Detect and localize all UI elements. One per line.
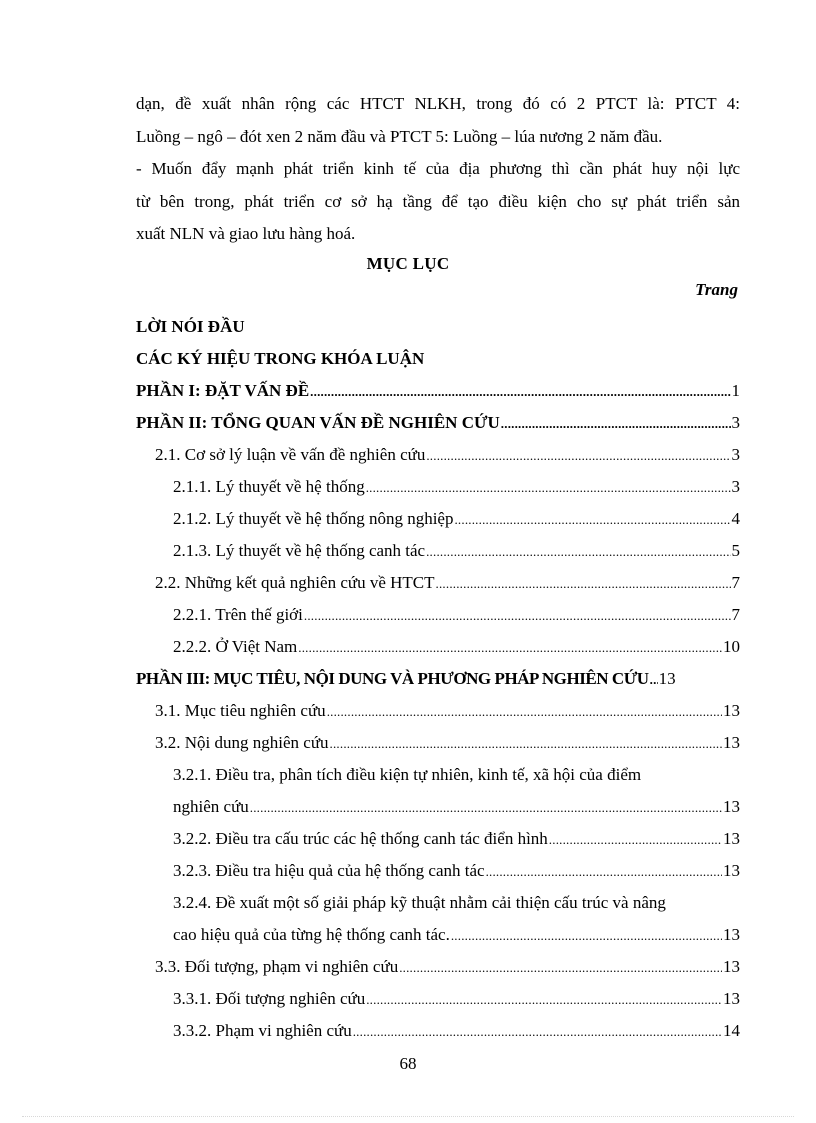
toc-leader xyxy=(310,384,730,400)
toc-entry-page: 13 xyxy=(723,957,740,976)
toc-leader xyxy=(327,704,722,720)
toc-entry-page: 13 xyxy=(723,989,740,1008)
toc-entry-text: nghiên cứu xyxy=(173,797,249,816)
toc-leader xyxy=(451,928,722,944)
intro-line: - Muốn đẩy mạnh phát triển kinh tế của địa phương thì cần phát huy nội lực xyxy=(136,159,740,178)
toc-entry-text: 2.2.2. Ở Việt Nam xyxy=(173,637,298,656)
toc-page-header: Trang xyxy=(695,280,738,299)
page-bottom-divider xyxy=(22,1116,794,1117)
toc-title: MỤC LỤC xyxy=(366,254,450,273)
toc-entry-page: 3 xyxy=(731,445,740,464)
toc-entry-text: 3.2.1. Điều tra, phân tích điều kiện tự nhiên, kinh tế, xã hội của điểm xyxy=(173,765,642,784)
page-number: 68 xyxy=(399,1054,417,1073)
toc-entry-page: 3 xyxy=(731,413,740,432)
intro-line: từ bên trong, phát triển cơ sở hạ tầng để tạo điều kiện cho sự phát triển sản xyxy=(136,191,740,211)
toc-entry-text: PHẦN III: MỤC TIÊU, NỘI DUNG VÀ PHƯƠNG PHÁP NGHIÊN CỨU xyxy=(136,669,649,688)
toc-entry[interactable] xyxy=(173,925,740,945)
toc-entry[interactable] xyxy=(173,861,740,881)
toc-entry-text: 3.2.4. Đề xuất một số giải pháp kỹ thuật nhằm cải thiện cấu trúc và nâng xyxy=(173,893,666,912)
toc-leader xyxy=(399,960,722,976)
toc-entry-page: 7 xyxy=(731,605,740,624)
toc-entry-text: 3.3.1. Đối tượng nghiên cứu xyxy=(173,989,366,1008)
toc-leader xyxy=(549,832,722,848)
toc-entry-wrapped xyxy=(173,765,740,785)
toc-entry-text: 2.1.3. Lý thuyết về hệ thống canh tác xyxy=(173,541,426,560)
toc-entry-page: 10 xyxy=(723,637,740,656)
toc-entry-page: 5 xyxy=(731,541,740,560)
toc-leader xyxy=(650,672,658,688)
toc-entry[interactable] xyxy=(155,957,740,977)
toc-leader xyxy=(366,992,722,1008)
toc-entry-text: LỜI NÓI ĐẦU xyxy=(136,317,245,336)
toc-leader xyxy=(426,544,730,560)
toc-leader xyxy=(330,736,722,752)
toc-entry-page: 13 xyxy=(723,829,740,848)
toc-entry-text: 2.1. Cơ sở lý luận về vấn đề nghiên cứu xyxy=(155,445,426,464)
toc-entry[interactable] xyxy=(173,829,740,849)
toc-entry-page: 13 xyxy=(723,861,740,880)
toc-leader xyxy=(436,576,731,592)
toc-entry-page: 1 xyxy=(731,381,740,400)
toc-entry-text: 2.1.2. Lý thuyết về hệ thống nông nghiệp xyxy=(173,509,454,528)
toc-entry-page: 3 xyxy=(731,477,740,496)
toc-entry[interactable] xyxy=(173,989,740,1009)
toc-entry[interactable] xyxy=(173,477,740,497)
toc-entry[interactable] xyxy=(155,733,740,753)
intro-paragraph xyxy=(136,88,740,251)
toc-entry-page: 13 xyxy=(723,925,740,944)
toc-entry[interactable] xyxy=(136,413,740,433)
toc-entry-text: 3.1. Mục tiêu nghiên cứu xyxy=(155,701,326,720)
toc-entry-text: cao hiệu quả của từng hệ thống canh tác. xyxy=(173,925,450,944)
toc-entry-text: PHẦN II: TỔNG QUAN VẤN ĐỀ NGHIÊN CỨU xyxy=(136,413,500,432)
toc-leader xyxy=(486,864,722,880)
toc-entry[interactable] xyxy=(173,797,740,817)
toc-leader xyxy=(304,608,731,624)
toc-entry[interactable] xyxy=(173,541,740,561)
toc-leader xyxy=(426,448,730,464)
toc-entry[interactable] xyxy=(155,573,740,593)
toc-entry-text: CÁC KÝ HIỆU TRONG KHÓA LUẬN xyxy=(136,349,425,368)
toc-entry-wrapped xyxy=(173,893,740,913)
toc-entry-page: 13 xyxy=(723,797,740,816)
toc-entry-page: 13 xyxy=(658,669,676,688)
toc-entry[interactable] xyxy=(173,1021,740,1041)
toc-entry[interactable] xyxy=(173,605,740,625)
toc-entry[interactable] xyxy=(136,669,740,689)
toc-entry-text: 2.2. Những kết quả nghiên cứu về HTCT xyxy=(155,573,435,592)
toc-entry[interactable] xyxy=(173,509,740,529)
toc-entry-page: 4 xyxy=(731,509,740,528)
toc-entry-text: 3.2. Nội dung nghiên cứu xyxy=(155,733,329,752)
toc-leader xyxy=(298,640,722,656)
toc-entry-text: 3.3. Đối tượng, phạm vi nghiên cứu xyxy=(155,957,399,976)
intro-line: dạn, đề xuất nhân rộng các HTCT NLKH, trong đó có 2 PTCT là: PTCT 4: xyxy=(136,94,740,113)
toc-entry-text: 3.2.2. Điều tra cấu trúc các hệ thống canh tác điển hình xyxy=(173,829,548,848)
toc-entry-abbreviations xyxy=(136,349,424,369)
toc-entry-text: 3.3.2. Phạm vi nghiên cứu xyxy=(173,1021,352,1040)
toc-entry-text: 2.1.1. Lý thuyết về hệ thống xyxy=(173,477,365,496)
toc-leader xyxy=(501,416,731,432)
toc-entry-foreword xyxy=(136,317,245,337)
toc-entry[interactable] xyxy=(173,637,740,657)
toc-leader xyxy=(454,512,730,528)
toc-entry-page: 13 xyxy=(723,701,740,720)
toc-entry[interactable] xyxy=(136,381,740,401)
toc-entry-page: 7 xyxy=(731,573,740,592)
toc-entry[interactable] xyxy=(155,445,740,465)
toc-entry-text: 2.2.1. Trên thế giới xyxy=(173,605,303,624)
toc-leader xyxy=(353,1024,722,1040)
toc-entry-text: 3.2.3. Điều tra hiệu quả của hệ thống canh tác xyxy=(173,861,485,880)
toc-entry-page: 13 xyxy=(723,733,740,752)
toc-entry[interactable] xyxy=(155,701,740,721)
toc-leader xyxy=(250,800,722,816)
toc-leader xyxy=(366,480,731,496)
intro-line: xuất NLN và giao lưu hàng hoá. xyxy=(136,224,356,243)
toc-entry-page: 14 xyxy=(723,1021,740,1040)
intro-line: Luồng – ngô – đót xen 2 năm đầu và PTCT 5: Luồng – lúa nương 2 năm đầu. xyxy=(136,126,663,146)
toc-entry-text: PHẦN I: ĐẶT VẤN ĐỀ xyxy=(136,381,310,400)
